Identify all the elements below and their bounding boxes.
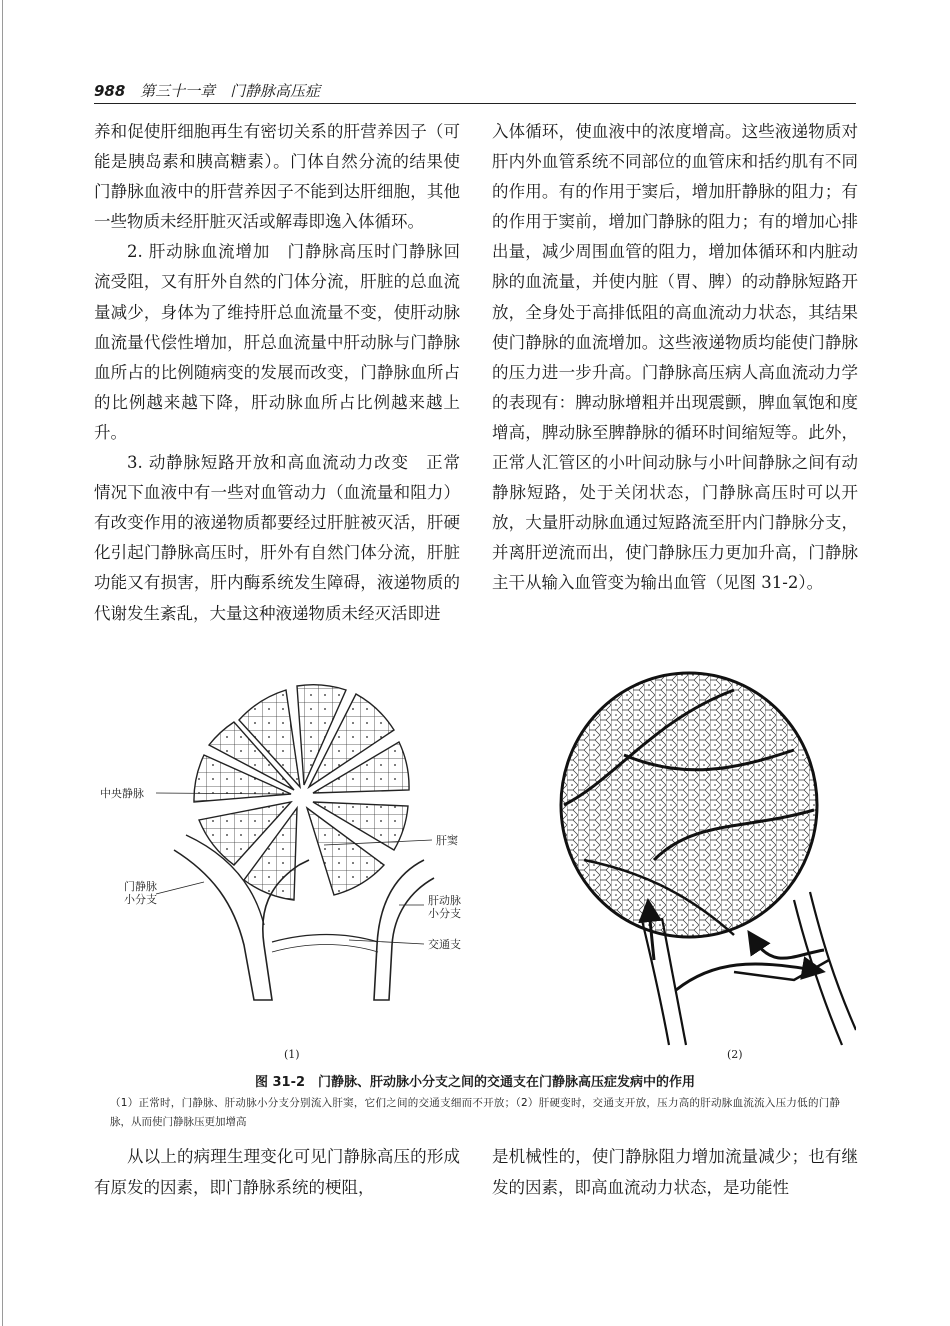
- label-portal-vein-branch: 门静脉 小分支: [124, 880, 157, 906]
- cirrhosis-diagram: [561, 673, 856, 1045]
- label-communicating-branch: 交通支: [428, 938, 461, 951]
- bottom-left-paragraph: 从以上的病理生理变化可见门静脉高压的形成有原发的因素，即门静脉系统的梗阻，: [94, 1147, 460, 1197]
- bottom-left-column: [94, 1141, 460, 1203]
- bottom-right-paragraph: 是机械性的，使门静脉阻力增加流量减少；也有继发的因素，即高血流动力状态，是功能性: [492, 1147, 858, 1197]
- label-hepatic-artery-branch: 肝动脉 小分支: [428, 894, 461, 920]
- running-header: [94, 80, 856, 104]
- left-paragraph-2: 2. 肝动脉血流增加 门静脉高压时门静脉回流受阻，又有肝外自然的门体分流，肝脏的总血流量减少，身体为了维持肝总血流量不变，使肝动脉血流量代偿性增加，肝总血流量中肝动脉与门静脉血所占的比例随病变的发展而改变，门静脉血所占的比例越来越下降，肝动脉血所占比例越来越上升。: [94, 242, 460, 442]
- header-rule: [94, 103, 856, 104]
- bottom-right-column: [492, 1141, 858, 1203]
- figure-caption-body: （1）正常时，门静脉、肝动脉小分支分别流入肝窦，它们之间的交通支细而不开放；（2）肝硬变时，交通支开放，压力高的肝动脉血流流入压力低的门静脉，从而使门静脉压更加增高: [110, 1097, 840, 1128]
- figure-caption-title: 图 31-2 门静脉、肝动脉小分支之间的交通支在门静脉高压症发病中的作用: [254, 1075, 696, 1090]
- panel-label-1: (1): [284, 1048, 300, 1061]
- label-central-vein: 中央静脉: [100, 787, 144, 800]
- page-number: 988: [94, 82, 126, 100]
- lobule-diagram: [156, 685, 434, 1000]
- page-edge: [2, 0, 3, 1326]
- left-paragraph-3: 3. 动静脉短路开放和高血流动力改变 正常情况下血液中有一些对血管动力（血流量和阻力）有改变作用的液递物质都要经过肝脏被灭活，肝硬化引起门静脉高压时，肝外有自然门体分流，肝脏功能又有损害，肝内酶系统发生障碍，液递物质的代谢发生紊乱，大量这种液递物质未经灭活即进: [94, 453, 460, 623]
- label-sinusoid: 肝窦: [436, 834, 458, 847]
- left-column: [94, 117, 460, 629]
- right-paragraph-1: 入体循环，使血液中的浓度增高。这些液递物质对肝内外血管系统不同部位的血管床和括约肌有不同的作用。有的作用于窦后，增加肝静脉的阻力；有的作用于窦前，增加门静脉的阻力；有的增加心排出量，减少周围血管的阻力，增加体循环和内脏动脉的血流量，并使内脏（胃、脾）的动静脉短路开放，全身处于高排低阻的高血流动力状态，其结果使门静脉的血流增加。这些液递物质均能使门静脉的压力进一步升高。门静脉高压病人高血流动力学的表现有：脾动脉增粗并出现震颤，脾血氧饱和度增高，脾动脉至脾静脉的循环时间缩短等。此外，正常人汇管区的小叶间动脉与小叶间静脉之间有动静脉短路，处于关闭状态，门静脉高压时可以开放，大量肝动脉血通过短路流至肝内门静脉分支，并离肝逆流而出，使门静脉压力更加升高，门静脉主干从输入血管变为输出血管（见图 31-2）。: [492, 122, 858, 593]
- chapter-title: 第三十一章 门静脉高压症: [140, 82, 321, 100]
- panel-label-2: (2): [727, 1048, 743, 1061]
- right-column: [492, 117, 858, 599]
- left-paragraph-1: 养和促使肝细胞再生有密切关系的肝营养因子（可能是胰岛素和胰高糖素）。门体自然分流的结果使门静脉血液中的肝营养因子不能到达肝细胞，其他一些物质未经肝脏灭活或解毒即逸入体循环。: [94, 122, 460, 232]
- figure-illustration: [94, 660, 856, 1060]
- figure-31-2: [94, 660, 856, 1060]
